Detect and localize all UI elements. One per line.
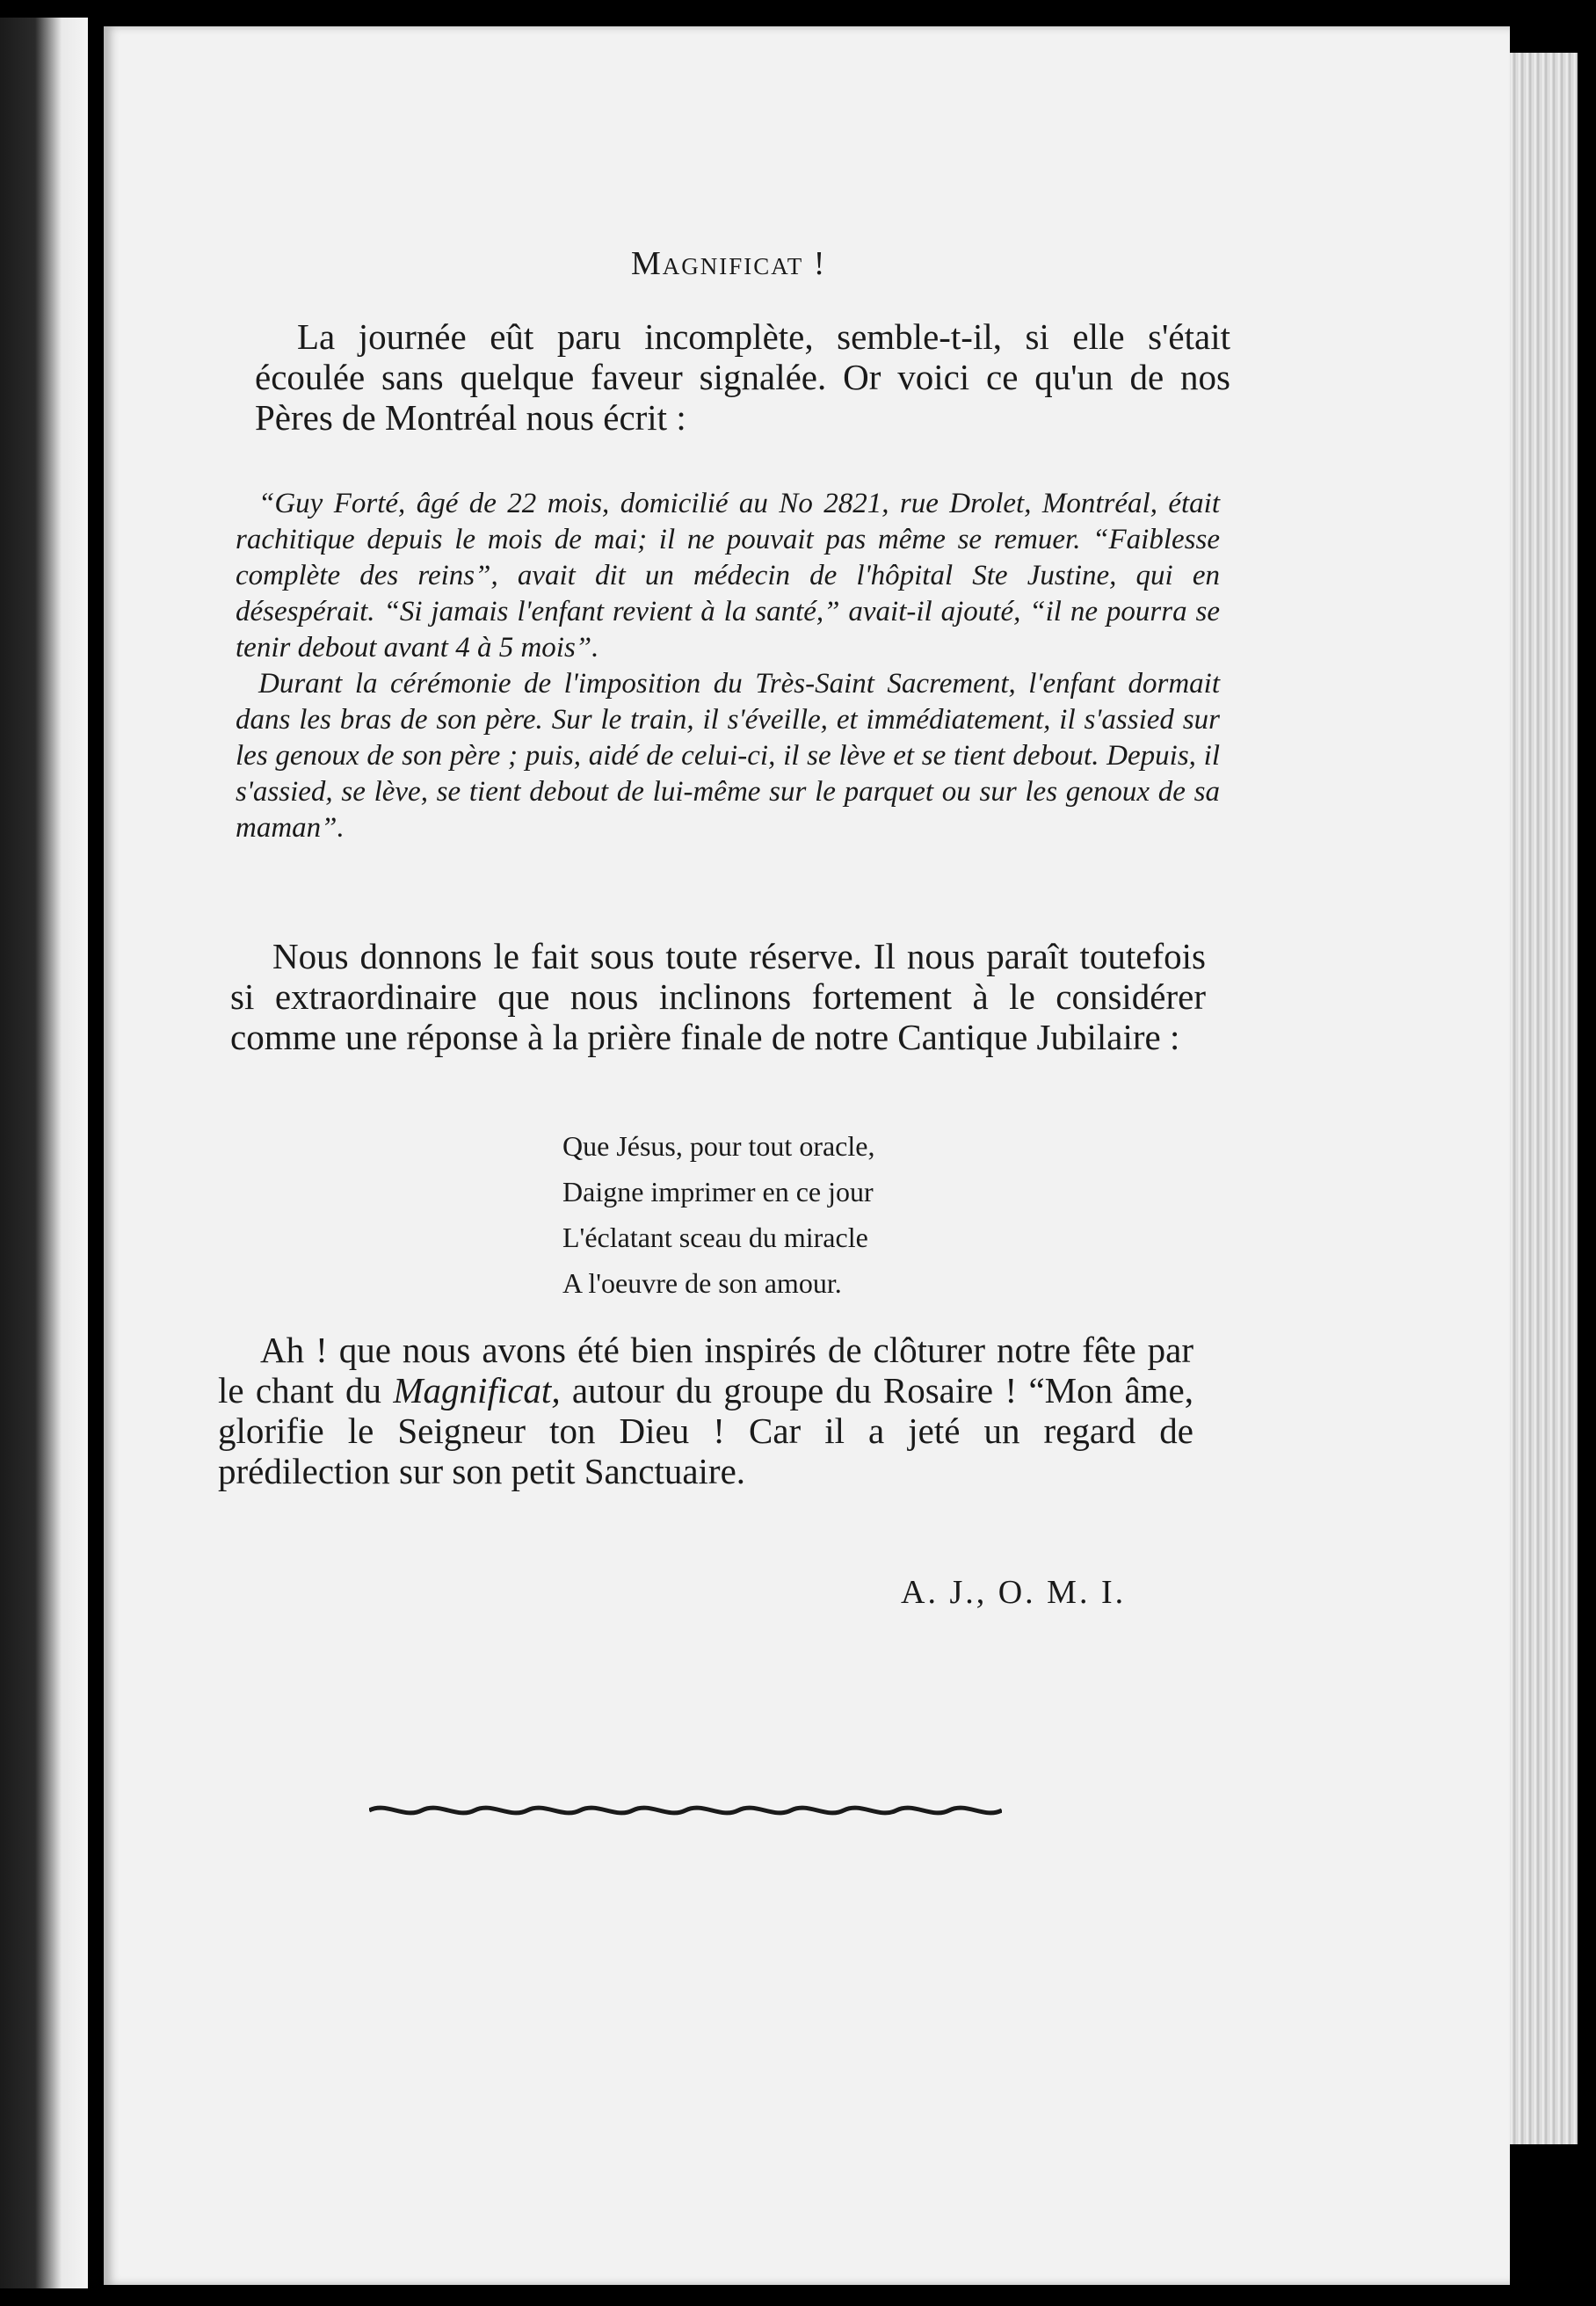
poem-line: Daigne imprimer en ce jour bbox=[562, 1176, 874, 1207]
magnificat-emphasis: Magnificat, bbox=[393, 1370, 561, 1410]
closing-text-start: Ah ! que nous avons été bien inspirés de clôturer notre fête par le chant du bbox=[218, 1330, 1193, 1410]
wavy-rule-ornament bbox=[369, 1793, 1002, 1828]
closing-text-end: autour du groupe du Rosaire ! “Mon âme, glorifie le Seigneur ton Dieu ! Car il a jeté un regard de prédilection sur son petit Sanctuaire. bbox=[218, 1370, 1193, 1491]
author-signature: A. J., O. M. I. bbox=[901, 1574, 1127, 1611]
facing-page-edge bbox=[0, 18, 88, 2288]
page-heading: Magnificat ! bbox=[631, 245, 827, 282]
poem-line: L'éclatant sceau du miracle bbox=[562, 1222, 868, 1253]
hymn-verse bbox=[562, 1123, 874, 1306]
quote-paragraph-1: “Guy Forté, âgé de 22 mois, domicilié au No 2821, rue Drolet, Montréal, était rachitique depuis le mois de mai; il ne pouvait pas même se remuer. “Faiblesse complète des reins”, avait dit un médecin de l'hôpital Ste Justine, qui en désespérait. “Si jamais l'enfant revient à la santé,” avait-il ajouté, “il ne pourra se tenir debout avant 4 à 5 mois”. bbox=[236, 488, 1220, 664]
poem-line: A l'oeuvre de son amour. bbox=[562, 1267, 842, 1299]
quoted-letter bbox=[236, 486, 1220, 846]
closing-paragraph bbox=[218, 1330, 1193, 1491]
intro-paragraph: La journée eût paru incomplète, semble-t-il, si elle s'était écoulée sans quelque faveur signalée. Or voici ce qu'un de nos Pères de Montréal nous écrit : bbox=[255, 316, 1230, 438]
poem-line: Que Jésus, pour tout oracle, bbox=[562, 1130, 875, 1162]
quote-paragraph-2: Durant la cérémonie de l'imposition du Très-Saint Sacrement, l'enfant dormait dans les bras de son père. Sur le train, il s'éveille, et immédiatement, il s'assied sur les genoux de son père ; puis, aidé de celui-ci, il se lève et se tient debout. Depuis, il s'assied, se lève, se tient debout de lui-même sur le parquet ou sur les genoux de sa maman”. bbox=[236, 668, 1220, 844]
reserve-paragraph: Nous donnons le fait sous toute réserve. Il nous paraît toutefois si extraordinaire que nous inclinons fortement à le considérer comme une réponse à la prière finale de notre Cantique Jubilaire : bbox=[230, 936, 1206, 1057]
